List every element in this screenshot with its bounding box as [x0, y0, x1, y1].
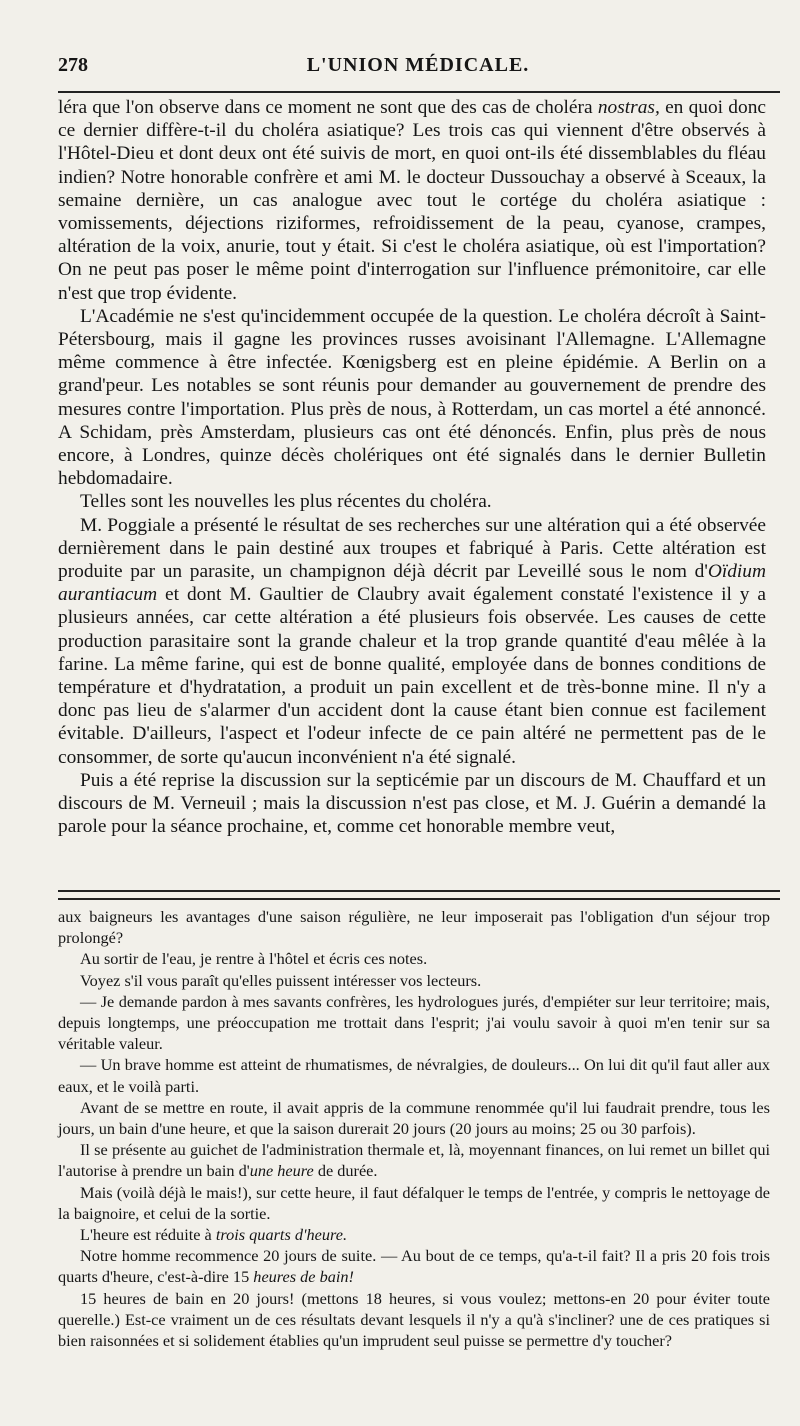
text-run: en quoi donc ce dernier diffère-t-il du choléra asiatique? Les trois cas qui viennent d'être observés à l'Hôtel-Dieu et dont deux ont été suivis de mort, en quoi ont-ils été dissemblables du fléau indien? Notre honorable confrère et ami M. le docteur Dussouchay a observé à Sceaux, la semaine dernière, un cas analogue avec tout le cortége du choléra asiatique : vomissements, déjections riziformes, refroidissement de la peau, cyanose, crampes, altération de la voix, anurie, tout y était. Si c'est le choléra asiatique, où est l'importation? On ne peut pas poser le même point d'interrogation sur l'influence prémonitoire, car elle n'est que trop évidente.: [58, 97, 767, 304]
italic-text: Oïdium aurantiacum: [58, 561, 766, 606]
italic-text: une heure: [249, 1161, 314, 1181]
feuilleton-paragraph: Avant de se mettre en route, il avait appris de la commune renommée qu'il lui faudrait prendre, tous les jours, un bain d'une heure, et que la saison durerait 20 jours (20 jours au moins; 25 ou 30 parfois).: [58, 1097, 770, 1139]
paragraph-cholera-continued: [58, 96, 766, 305]
text-run: Notre homme recommence 20 jours de suite. — Au bout de ce temps, qu'a-t-il fait? Il a pris 20 fois trois quarts d'heure, c'est-à-dire 15: [58, 1246, 770, 1287]
feuilleton-separator: [58, 890, 780, 900]
running-title: L'UNION MÉDICALE.: [306, 54, 530, 76]
feuilleton-paragraph: — Un brave homme est atteint de rhumatismes, de névralgies, de douleurs... On lui dit qu'il faut aller aux eaux, et le voilà parti.: [58, 1055, 770, 1096]
feuilleton-paragraph: 15 heures de bain en 20 jours! (mettons 18 heures, si vous voulez; mettons-en 20 pour éviter toute querelle.) Est-ce vraiment un de ces résultats devant lesquels il n'y a qu'à s'incliner? une de ces pratiques si bien raisonnées et si solidement établies qu'un imprudent seul puisse se permettre d'y toucher?: [58, 1288, 770, 1351]
paragraph-academie: L'Académie ne s'est qu'incidemment occupée de la question. Le choléra décroît à Saint-Pétersbourg, mais il gagne les provinces russes avoisinant l'Allemagne. L'Allemagne même commence à être infectée. Kœnigsberg est en pleine épidémie. A Berlin on a grand'peur. Les notables se sont réunis pour demander au gouvernement de prendre des mesures contre l'importation. Plus près de nous, à Rotterdam, un cas mortel a été annoncé. A Schidam, près Amsterdam, plusieurs cas ont été dénoncés. Enfin, plus près de nous encore, à Londres, quinze décès cholériques ont été signalés dans le dernier Bulletin hebdomadaire.: [58, 305, 766, 490]
feuilleton-paragraph: Voyez s'il vous paraît qu'elles puissent intéresser vos lecteurs.: [80, 970, 482, 990]
feuilleton-column: [58, 906, 770, 1351]
paragraph-poggiale: [58, 514, 766, 769]
text-run: L'heure est réduite à: [80, 1225, 212, 1245]
paragraph-nouvelles: Telles sont les nouvelles les plus récentes du choléra.: [80, 491, 492, 513]
feuilleton-paragraph: aux baigneurs les avantages d'une saison régulière, ne leur imposerait pas l'obligation d'un séjour trop prolongé?: [58, 907, 770, 948]
text-run: et dont M. Gaultier de Claubry avait également constaté l'existence il y a plusieurs années, car cette altération a été plusieurs fois observée. Les causes de cette production parasitaire sont la grande chaleur et la trop grande quantité d'eau mêlée à la farine. La même farine, qui est de bonne qualité, employée dans de bonnes conditions de température et d'hydratation, a produit un pain excellent et de très-bonne mine. Il n'y a donc pas lieu de s'alarmer d'un accident dont la cause étant bien connue est facilement évitable. D'ailleurs, l'aspect et l'odeur infecte de ce pain altéré ne permettent pas de le consommer, de sorte qu'aucun inconvénient n'a été signalé.: [58, 584, 766, 768]
feuilleton-paragraph: Au sortir de l'eau, je rentre à l'hôtel et écris ces notes.: [80, 949, 428, 969]
main-column: [58, 96, 766, 839]
italic-text: trois quarts d'heure.: [215, 1225, 348, 1245]
feuilleton-paragraph: Mais (voilà déjà le mais!), sur cette heure, il faut défalquer le temps de l'entrée, y compris le nettoyage de la baignoire, et celui de la sortie.: [58, 1182, 770, 1223]
page-number: 278: [58, 54, 88, 76]
page-header: [58, 48, 778, 84]
feuilleton-paragraph: [58, 1139, 770, 1181]
text-run: de durée.: [317, 1161, 378, 1181]
feuilleton-paragraph: [58, 1245, 770, 1287]
feuilleton-paragraph: [58, 1224, 770, 1245]
paragraph-septicemie: Puis a été reprise la discussion sur la septicémie par un discours de M. Chauffard et un discours de M. Verneuil ; mais la discussion n'est pas close, et M. J. Guérin a demandé la parole pour la séance prochaine, et, comme cet honorable membre veut,: [58, 769, 766, 838]
header-rule: [58, 91, 780, 93]
text-run: léra que l'on observe dans ce moment ne sont que des cas de choléra: [58, 97, 593, 118]
text-run: M. Poggiale a présenté le résultat de ses recherches sur une altération qui a été observée dernièrement dans le pain destiné aux troupes et fabriqué à Paris. Cette altération est produite par un parasite, un champignon déjà décrit par Leveillé sous le nom d': [58, 514, 766, 583]
italic-text: nostras,: [597, 97, 660, 118]
italic-text: heures de bain!: [253, 1267, 354, 1287]
text-run: Il se présente au guichet de l'administration thermale et, là, moyennant finances, on lui remet un billet qui l'autorise à prendre un bain d': [58, 1140, 770, 1181]
feuilleton-paragraph: — Je demande pardon à mes savants confrères, les hydrologues jurés, d'empiéter sur leur territoire; mais, depuis longtemps, une préoccupation me trottait dans l'esprit; j'ai voulu savoir à quoi m'en tenir sur sa véritable valeur.: [58, 991, 770, 1054]
